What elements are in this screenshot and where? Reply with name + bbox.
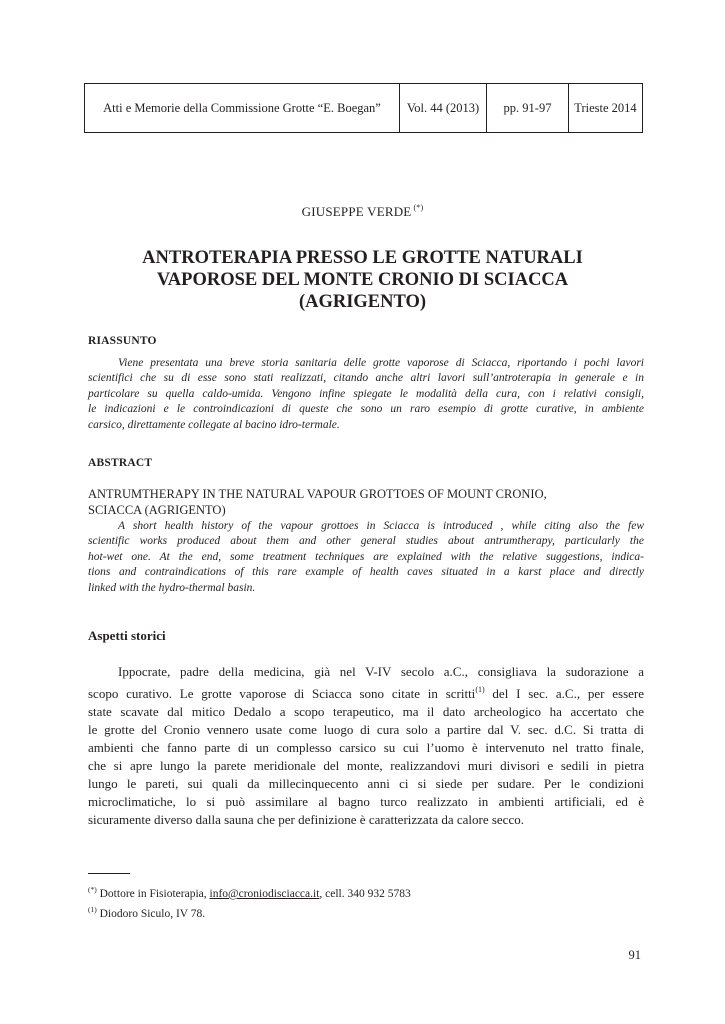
body-line: Ippocrate, padre della medicina, già nel V-IV secolo a.C., consigliava la sudorazione a [118,664,644,679]
footnote-marker: (*) [88,885,97,894]
section-body [88,663,644,829]
journal-name: Atti e Memorie della Commissione Grotte “E. Boegan” [85,84,400,132]
abstract-line: A short health history of the vapour grottoes in Sciacca is introduced , while citing also the few [118,520,644,532]
abstract-line: scientific works produced about them and other general studies about antrumtherapy, particularly the [88,535,644,548]
citation-marker: (1) [475,685,485,694]
abstract-title-line: SCIACCA (AGRIGENTO) [88,502,226,517]
journal-pages: pp. 91-97 [487,84,569,132]
email-link[interactable]: info@croniodisciacca.it [209,888,320,900]
riassunto-line: scientifici che su di esse sono stati realizzati, citando anche altri lavori sull’antroterapia in generale e in [88,372,644,385]
abstract-heading: ABSTRACT [88,457,153,469]
author-line [0,203,725,220]
abstract-title-line: ANTRUMTHERAPY IN THE NATURAL VAPOUR GROTTOES OF MOUNT CRONIO, [88,487,547,501]
author-name: GIUSEPPE VERDE [301,204,412,219]
journal-volume: Vol. 44 (2013) [400,84,487,132]
body-line: ambienti che fanno parte di un complesso carsico su cui l’uomo è intervenuto nel tratto finale, [88,740,644,755]
title-line: (AGRIGENTO) [298,292,427,312]
body-line: che si apre lungo la parete meridionale del monte, realizzandovi muri divisori e sedili in pietra [88,758,644,773]
body-line: state scavate dal mitico Dedalo a scopo terapeutico, ma il dato archeologico ha accertato che [88,704,644,719]
body-line: microclimatiche, lo si può assimilare al bagno turco realizzato in ambienti artificiali, ed è [88,794,644,809]
riassunto-line: particolare su quella caldo-umida. Vengono infine spiegate le modalità della cura, con i relativi consigli, [88,387,644,400]
riassunto-text [88,356,644,433]
title-line: VAPOROSE DEL MONTE CRONIO DI SCIACCA [156,270,569,290]
riassunto-heading: RIASSUNTO [88,335,157,347]
journal-header-table [84,83,643,133]
abstract-title [88,487,648,518]
footnotes [88,882,411,922]
footnote-author [88,882,411,902]
riassunto-line: le indicazioni e le controindicazioni di queste che sono un raro esempio di grotte curative, in ambiente [88,403,644,416]
page-number: 91 [628,948,641,962]
body-line-part: scopo curativo. Le grotte vaporose di Sciacca sono citate in scritti [88,686,476,701]
title-line: ANTROTERAPIA PRESSO LE GROTTE NATURALI [142,248,583,268]
footnote-text: Diodoro Siculo, IV 78. [96,908,206,920]
body-line: lungo le pareti, sui quali da millecinquecento anni ci si siede per sudare. Per le condizioni [88,776,644,791]
abstract-line: hot-wet one. At the end, some treatment techniques are explained with the relative suggestions, indica- [88,550,644,563]
abstract-line: linked with the hydro-thermal basin. [88,581,256,594]
footnote-text: , cell. 340 932 5783 [319,888,411,900]
abstract-line: tions and contraindications of this rare example of health caves situated in a karst place and directly [88,566,644,579]
body-line: le grotte del Cronio vennero usate come luogo di cura solo a partire dal V. sec. d.C. Si tratta di [88,722,644,737]
footnote-marker: (1) [88,905,97,914]
footnote-text: Dottore in Fisioterapia, [96,888,210,900]
paper-title [100,247,625,313]
body-line [88,681,644,703]
body-line-part: del I sec. a.C., per essere [484,686,645,701]
author-footnote-marker: (*) [413,203,424,212]
abstract-text [88,519,644,596]
body-line: sicuramente diverso dalla sauna che per definizione è caratterizzata da calore secco. [88,812,524,827]
footnote-divider [88,873,130,874]
riassunto-line: Viene presentata una breve storia sanitaria delle grotte vaporose di Sciacca, riportando i pochi lavori [118,357,644,369]
riassunto-line: carsico, direttamente collegate al bacino idro-termale. [88,418,340,431]
section-heading: Aspetti storici [88,628,166,643]
journal-place-year: Trieste 2014 [574,100,637,115]
footnote-citation [88,902,411,922]
